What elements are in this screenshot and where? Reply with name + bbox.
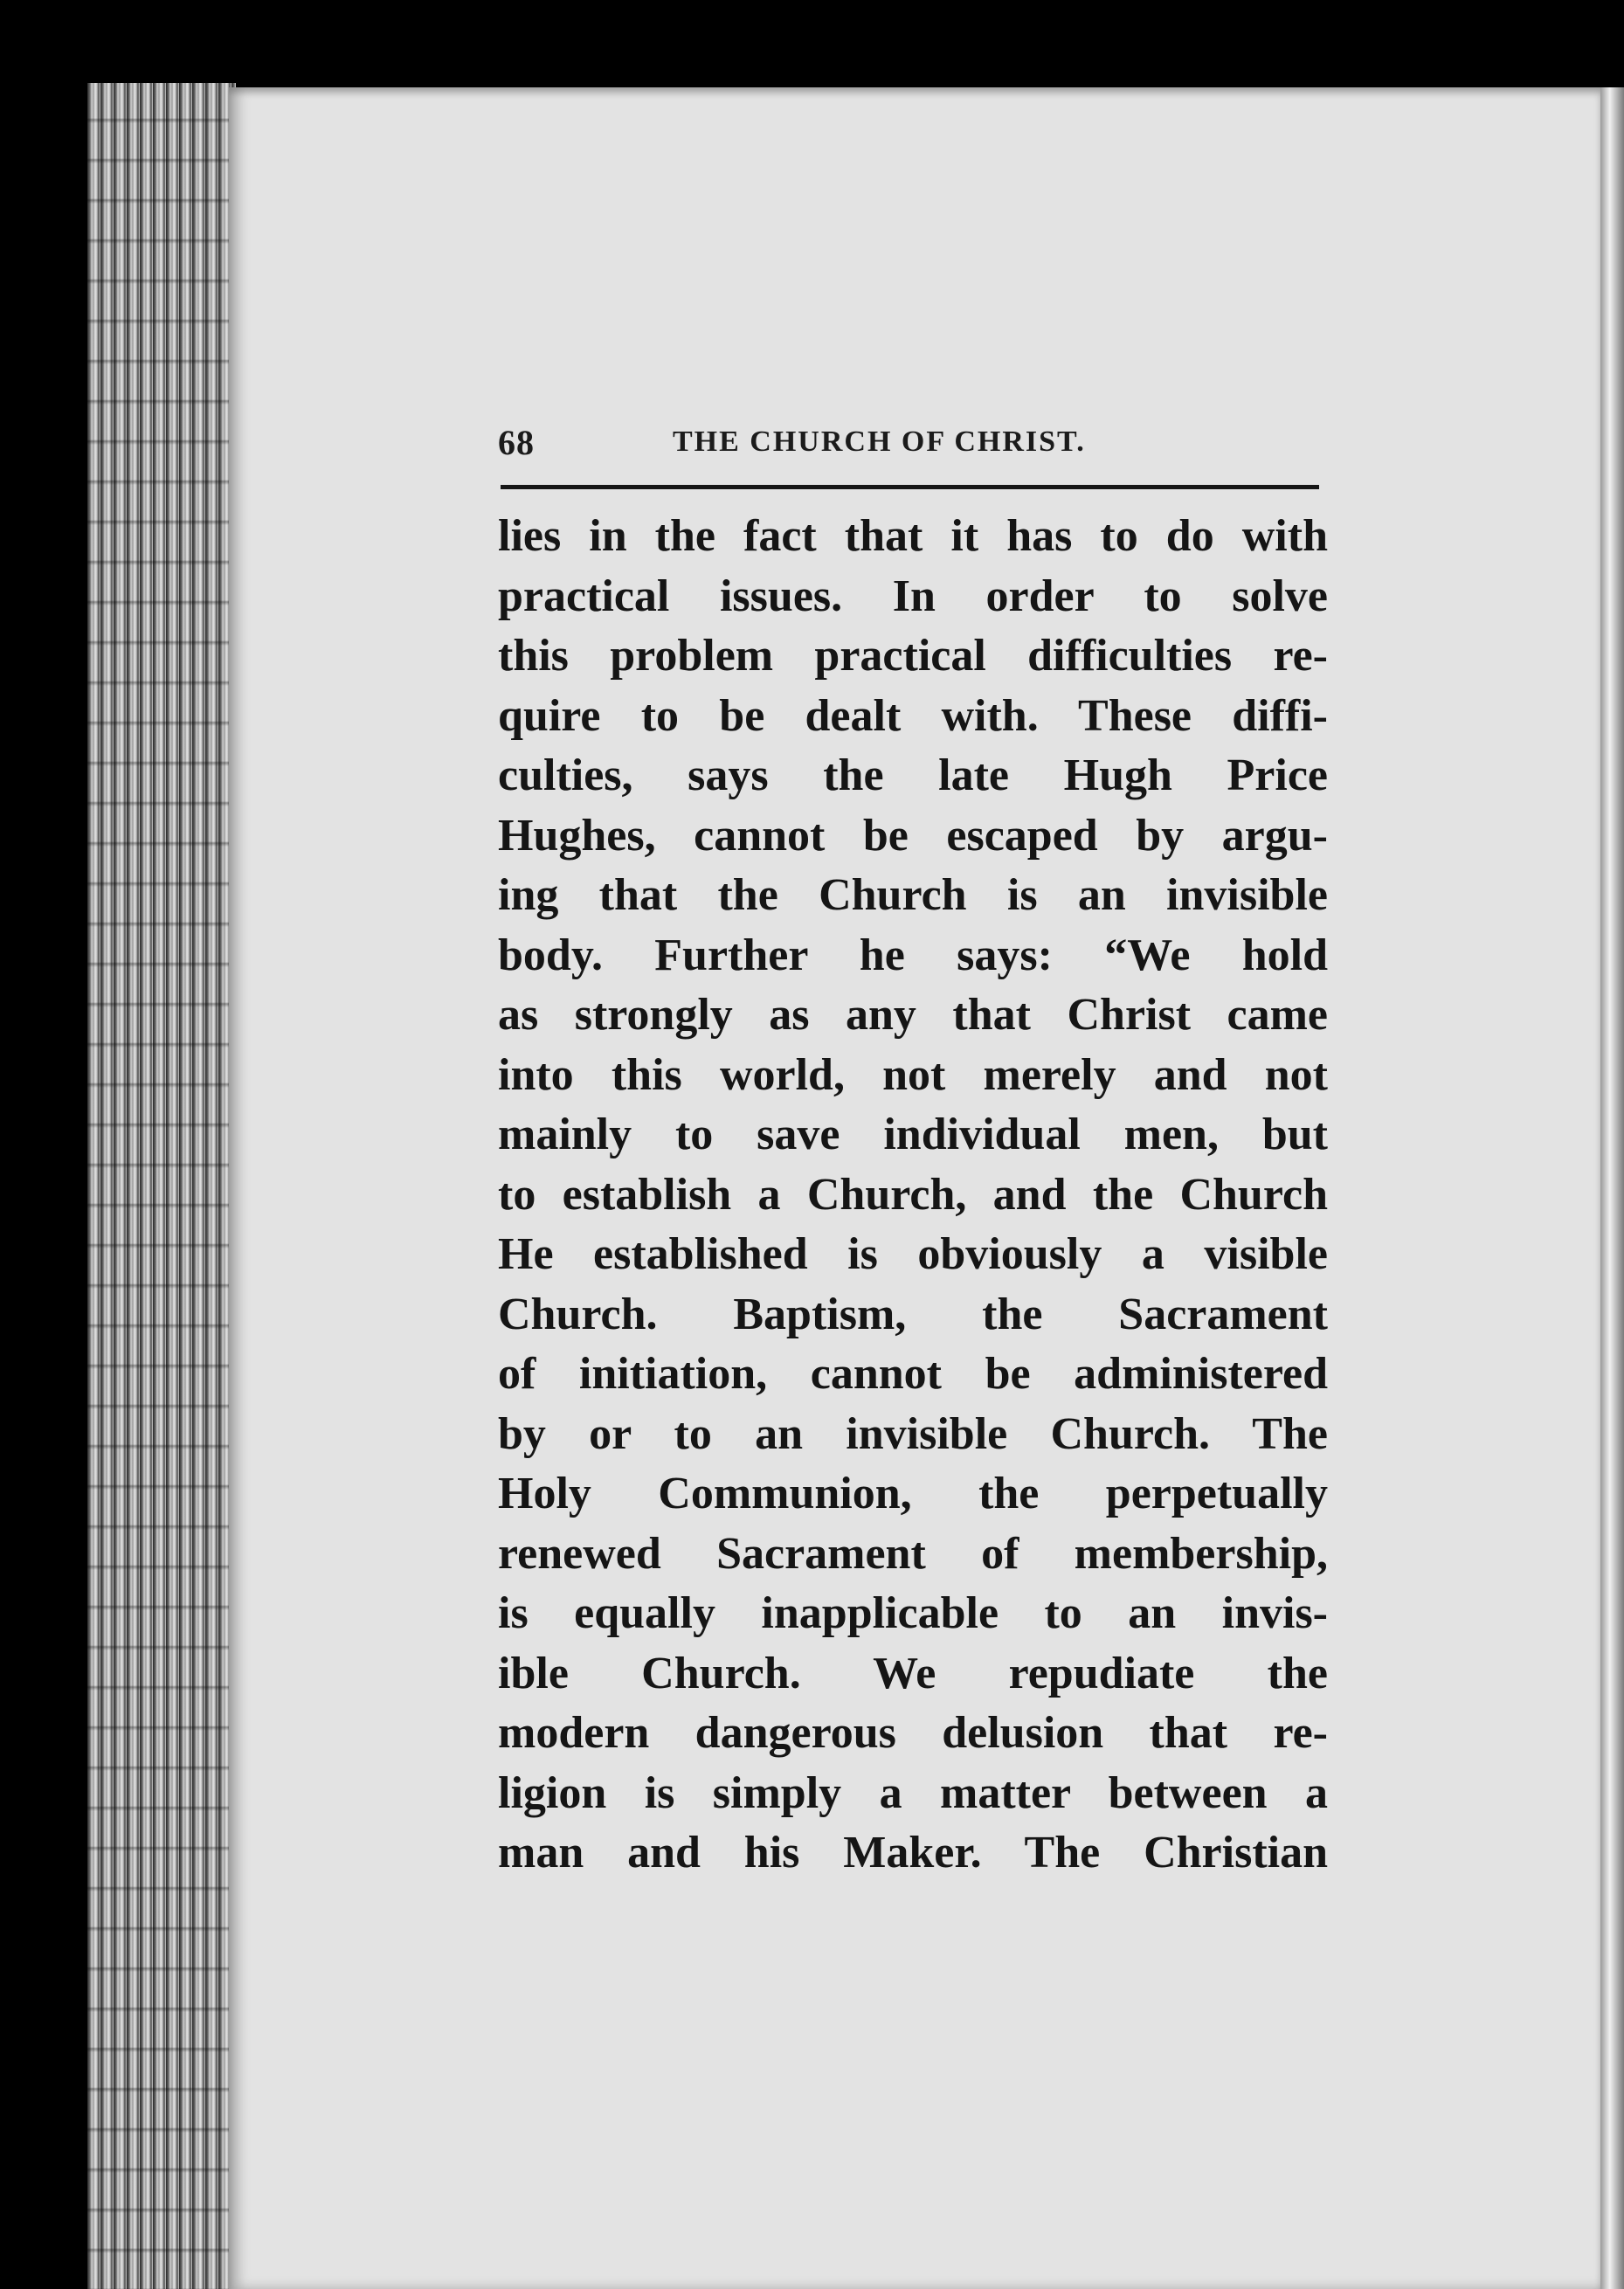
text-line: of initiation, cannot be administered bbox=[498, 1349, 1328, 1399]
header-rule bbox=[501, 485, 1319, 489]
text-line: Holy Communion, the perpetually bbox=[498, 1469, 1328, 1518]
text-line: He established is obviously a visible bbox=[498, 1229, 1328, 1279]
page-edges-stack bbox=[87, 83, 236, 2289]
text-line: this problem practical difficulties re- bbox=[498, 631, 1328, 681]
text-line: as strongly as any that Christ came bbox=[498, 990, 1328, 1040]
text-line: lies in the fact that it has to do with bbox=[498, 511, 1328, 561]
text-line: ing that the Church is an invisible bbox=[498, 870, 1328, 920]
text-line: Hughes, cannot be escaped by argu- bbox=[498, 810, 1328, 861]
page-number: 68 bbox=[498, 423, 535, 462]
text-line: ligion is simply a matter between a bbox=[498, 1767, 1328, 1818]
text-line: quire to be dealt with. These diffi- bbox=[498, 690, 1328, 741]
body-text bbox=[498, 507, 1328, 1884]
right-page-edge bbox=[1600, 87, 1624, 2289]
text-line: is equally inapplicable to an invis- bbox=[498, 1588, 1328, 1638]
text-line: Church. Baptism, the Sacrament bbox=[498, 1289, 1328, 1339]
text-line: into this world, not merely and not bbox=[498, 1049, 1328, 1100]
text-line: modern dangerous delusion that re- bbox=[498, 1708, 1328, 1758]
text-line: by or to an invisible Church. The bbox=[498, 1408, 1328, 1459]
text-line: mainly to save individual men, but bbox=[498, 1110, 1328, 1159]
running-title: THE CHURCH OF CHRIST. bbox=[673, 425, 1086, 458]
text-line: culties, says the late Hugh Price bbox=[498, 750, 1328, 800]
text-line: practical issues. In order to solve bbox=[498, 571, 1328, 621]
text-line: to establish a Church, and the Church bbox=[498, 1169, 1328, 1220]
text-line: body. Further he says: “We hold bbox=[498, 930, 1328, 980]
text-line: man and his Maker. The Christian bbox=[498, 1828, 1328, 1878]
page-header bbox=[498, 422, 1319, 474]
text-line: renewed Sacrament of membership, bbox=[498, 1528, 1328, 1579]
text-line: ible Church. We repudiate the bbox=[498, 1648, 1328, 1698]
